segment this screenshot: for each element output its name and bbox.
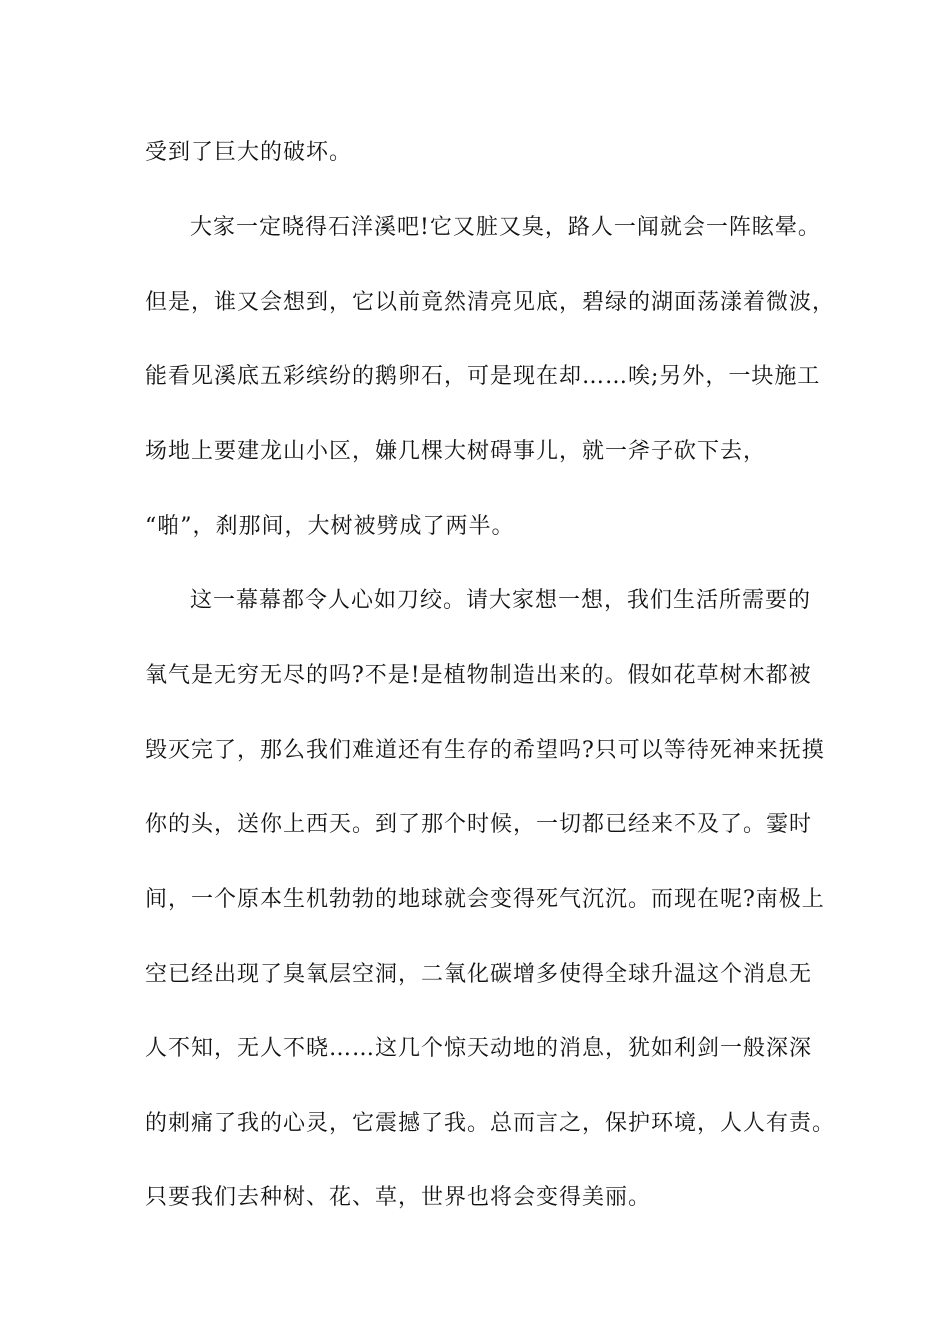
text-line-3: 但是，谁又会想到，它以前竟然清亮见底，碧绿的湖面荡漾着微波， [145, 290, 836, 315]
text-line-14: 的刺痛了我的心灵，它震撼了我。总而言之，保护环境，人人有责。 [145, 1111, 836, 1136]
text-line-7: 这一幕幕都令人心如刀绞。请大家想一想，我们生活所需要的 [190, 588, 812, 613]
text-line-10: 你的头，送你上西天。到了那个时候，一切都已经来不及了。霎时 [145, 812, 813, 837]
text-line-8: 氧气是无穷无尽的吗?不是!是植物制造出来的。假如花草树木都被 [145, 663, 812, 688]
text-line-11: 间，一个原本生机勃勃的地球就会变得死气沉沉。而现在呢?南极上 [145, 887, 825, 912]
text-line-1: 受到了巨大的破坏。 [145, 140, 353, 165]
text-line-15: 只要我们去种树、花、草，世界也将会变得美丽。 [145, 1185, 652, 1210]
text-line-13: 人不知，无人不晓……这几个惊天动地的消息，犹如利剑一般深深 [145, 1036, 813, 1061]
text-line-12: 空已经出现了臭氧层空洞，二氧化碳增多使得全球升温这个消息无 [145, 962, 813, 987]
text-line-5: 场地上要建龙山小区，嫌几棵大树碍事儿，就一斧子砍下去， [145, 439, 767, 464]
text-line-9: 毁灭完了，那么我们难道还有生存的希望吗?只可以等待死神来抚摸 [145, 738, 825, 763]
text-line-2: 大家一定晓得石洋溪吧!它又脏又臭，路人一闻就会一阵眩晕。 [190, 215, 821, 240]
text-line-6: “啪”，刹那间，大树被劈成了两半。 [145, 514, 515, 539]
text-line-4: 能看见溪底五彩缤纷的鹅卵石，可是现在却……唉;另外，一块施工 [145, 364, 821, 389]
